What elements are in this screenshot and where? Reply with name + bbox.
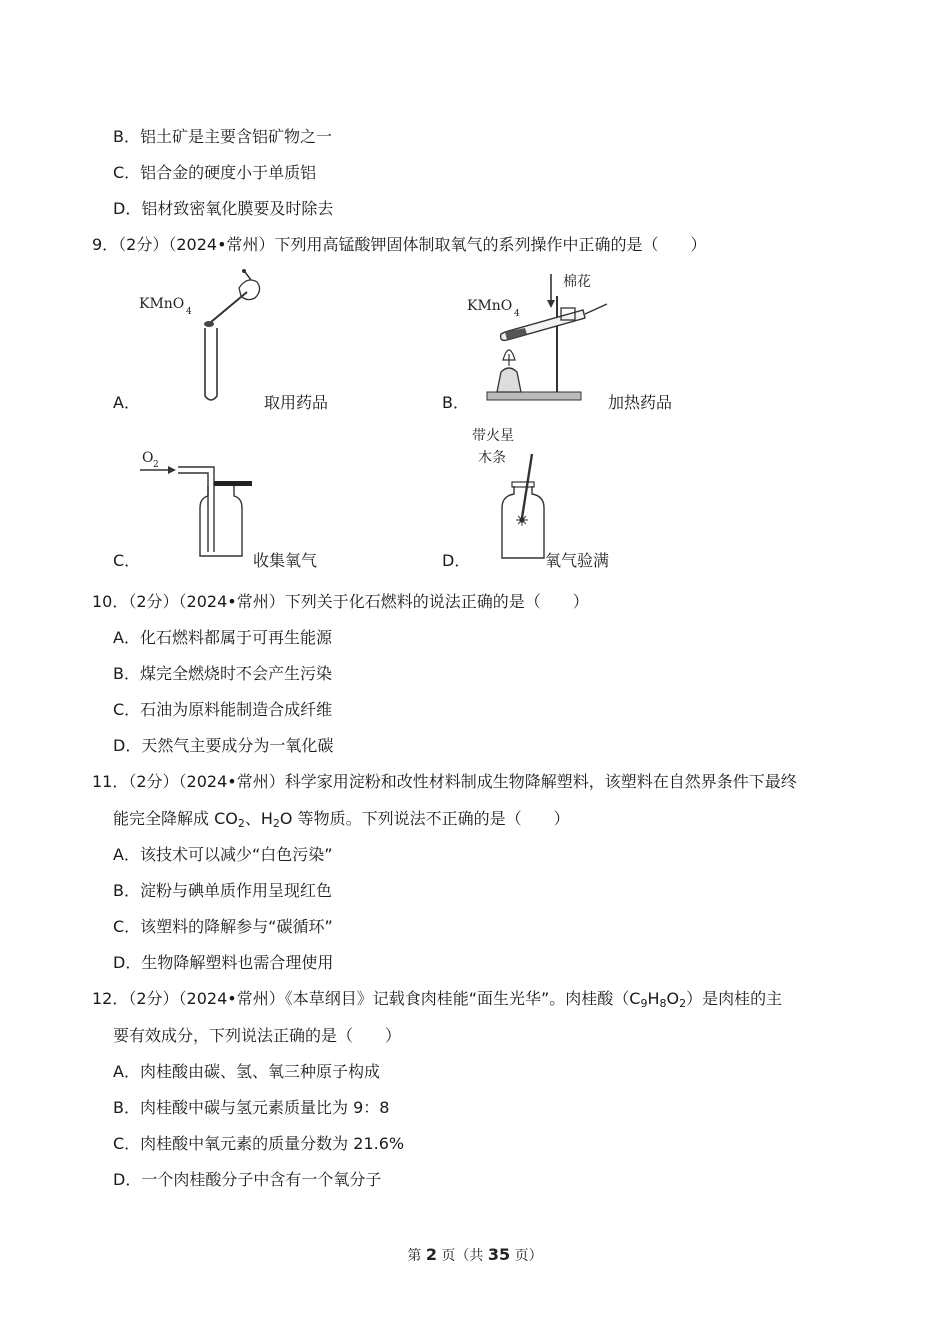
q11-stem-line1: 11．（2分）（2024•常州）科学家用淀粉和改性材料制成生物降解塑料，该塑料在自然界条件下最终 xyxy=(92,772,797,791)
glowing-stick-label-1: 带火星 xyxy=(472,428,514,444)
q10-option-c: C．石油为原料能制造合成纤维 xyxy=(113,700,333,719)
q9-option-b-letter: B． xyxy=(442,393,469,412)
q10-option-a: A．化石燃料都属于可再生能源 xyxy=(113,628,332,647)
q9-figure-c xyxy=(138,446,258,564)
q11-option-b: B．淀粉与碘单质作用呈现红色 xyxy=(113,881,332,900)
svg-text:4: 4 xyxy=(186,307,192,317)
q9-option-c-letter: C． xyxy=(113,551,141,570)
q8-option-c: C．铝合金的硬度小于单质铝 xyxy=(113,163,317,182)
q10-option-b: B．煤完全燃烧时不会产生污染 xyxy=(113,664,332,683)
gas-bottle-icon xyxy=(200,486,242,556)
kmno4-label-a: KMnO xyxy=(139,296,185,312)
glass-plate xyxy=(214,481,252,486)
alcohol-lamp-icon xyxy=(497,368,521,392)
q9-figure-a xyxy=(135,268,275,408)
svg-text:2: 2 xyxy=(153,460,159,470)
q12-option-d: D．一个肉桂酸分子中含有一个氧分子 xyxy=(113,1170,382,1189)
q9-figure-d xyxy=(470,424,560,564)
q11-option-d: D．生物降解塑料也需合理使用 xyxy=(113,953,334,972)
hand-icon xyxy=(239,280,260,300)
q10-option-d: D．天然气主要成分为一氧化碳 xyxy=(113,736,334,755)
wood-stick-icon xyxy=(522,454,532,518)
q12-stem-line2: 要有效成分，下列说法正确的是（ ） xyxy=(113,1026,402,1045)
glowing-stick-label-2: 木条 xyxy=(478,450,506,466)
iron-stand-base xyxy=(487,392,581,400)
page-number: 2 xyxy=(425,1245,437,1264)
kmno4-label-b: KMnO xyxy=(467,298,513,314)
q12-option-c: C．肉桂酸中氧元素的质量分数为 21.6% xyxy=(113,1134,405,1153)
page-footer: 第 2 页（共 35 页） xyxy=(407,1245,543,1264)
test-tube-icon xyxy=(205,328,217,400)
q12-stem-line1: 12．（2分）（2024•常州）《本草纲目》记载食肉桂能“面生光华”。肉桂酸$(C_9H_8O_2)$是肉桂的主 xyxy=(92,989,783,1010)
q9-option-d-letter: D． xyxy=(442,551,471,570)
q11-option-c: C．该塑料的降解参与“碳循环” xyxy=(113,917,333,936)
cotton-label: 棉花 xyxy=(563,274,591,290)
q12-option-a: A．肉桂酸由碳、氢、氧三种原子构成 xyxy=(113,1062,380,1081)
q9-figure-b xyxy=(465,268,615,408)
q9-option-b-caption: 加热药品 xyxy=(608,393,673,412)
q9-option-a-letter: A． xyxy=(113,393,140,412)
q9-option-a-caption: 取用药品 xyxy=(264,393,329,412)
q11-stem-line2: 能完全降解成 $CO_2$、$H_2O$ 等物质。下列说法不正确的是（ ） xyxy=(113,809,570,830)
q9-option-c-caption: 收集氧气 xyxy=(253,551,318,570)
q12-option-b: B．肉桂酸中碳与氢元素质量比为 9：8 xyxy=(113,1098,390,1117)
q8-option-b: B．铝土矿是主要含铝矿物之一 xyxy=(113,127,332,146)
svg-text:4: 4 xyxy=(514,309,520,319)
q11-option-a: A．该技术可以减少“白色污染” xyxy=(113,845,333,864)
total-pages: 35 xyxy=(487,1245,511,1264)
q9-stem: 9．（2分）（2024•常州）下列用高锰酸钾固体制取氧气的系列操作中正确的是（ ） xyxy=(92,235,707,254)
o2-label: O xyxy=(142,450,154,466)
q8-option-d: D．铝材致密氧化膜要及时除去 xyxy=(113,199,334,218)
q10-stem: 10．（2分）（2024•常州）下列关于化石燃料的说法正确的是（ ） xyxy=(92,592,589,611)
q9-option-d-caption: 氧气验满 xyxy=(545,551,610,570)
